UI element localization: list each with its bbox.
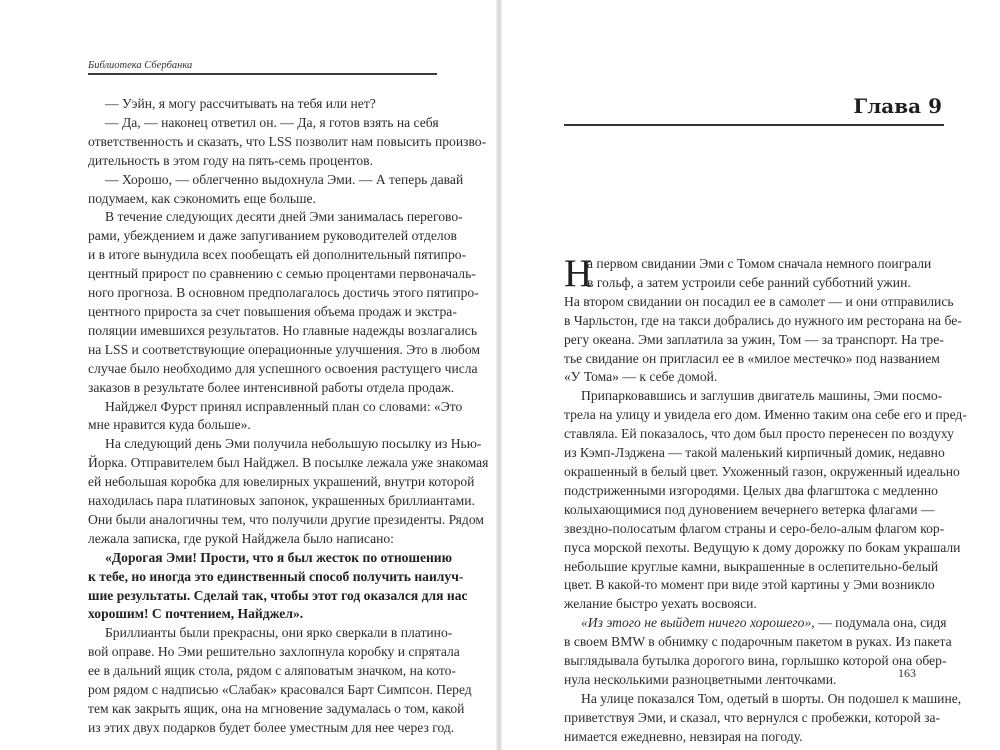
text-line: Припарковавшись и заглушив двигатель машины, Эми посмо- <box>581 388 943 404</box>
text-line: трела на улицу и увидела его дом. Именно таким она себе его и пред- <box>564 407 967 423</box>
text-line: поляции имевшихся результатов. Но главные надежды возлагались <box>88 322 478 338</box>
text-line: в своем BMW в обнимку с подарочным пакетом в руках. Из пакета <box>564 634 952 650</box>
text-line: ее в дальний ящик стола, рядом с аляповатым значком, на кото- <box>88 663 456 679</box>
drop-cap: Н <box>564 252 593 295</box>
text-line: ей небольшая коробка для ювелирных украшений, внутри которой <box>88 474 475 490</box>
opening-lines <box>564 252 946 295</box>
text-line: дительность в этом году на пять-семь процентов. <box>88 152 373 168</box>
paragraph <box>88 171 464 209</box>
text-line: Бриллианты были прекрасны, они ярко сверкали в платино- <box>105 625 453 641</box>
text-line: В течение следующих десяти дней Эми занималась перегово- <box>105 209 463 225</box>
text-line: желание быстро уехать восвояси. <box>564 596 757 612</box>
text-line: цвет. В какой-то момент при виде этой картины у Эми возникло <box>564 577 935 593</box>
page-number: 163 <box>898 666 916 680</box>
text-line: пуса морской пехоты. Ведущую к дому дорожку по бокам украшали <box>564 539 961 555</box>
text-line: окрашенный в белый цвет. Ухоженный газон, окруженный идеально <box>564 463 960 479</box>
text-line: тье свидание он пригласил ее в «милое местечко» под названием <box>564 350 940 366</box>
text-line: подстриженными изгородями. Целых два флагштока с медленно <box>564 482 938 498</box>
text-line: вой оправе. Но Эми решительно захлопнула коробку и спрятала <box>88 644 460 660</box>
left-page-body <box>88 95 489 738</box>
text-line: Йорка. Отправителем был Найджел. В посылке лежала уже знакомая <box>88 455 489 471</box>
text-line <box>564 614 946 633</box>
text-line: центного прироста за счет повышения объема продаж и экстра- <box>88 303 457 319</box>
text-line: а первом свидании Эми с Томом сначала немного поиграли <box>587 256 932 271</box>
text-line: ответственность и сказать, что LSS позволит нам повысить произво- <box>88 133 487 149</box>
text-line: нимается ежедневно, невзирая на погоду. <box>564 728 803 744</box>
left-page <box>0 0 496 750</box>
text-line: На втором свидании он посадил ее в самолет — и они отправились <box>564 293 954 309</box>
text-line: в Чарльстон, где на такси добрались до нужного им ресторана на бе- <box>564 312 962 328</box>
text-line: из этих двух подарков будет более уместным для нее через год. <box>88 719 455 735</box>
text-line: к тебе, но иногда это единственный способ получить наилуч- <box>88 568 464 584</box>
text-line: приветствуя Эми, и сказал, что вернулся с пробежки, которой за- <box>564 709 941 725</box>
text-line: из Кэмп-Лэджена — такой маленький кирпичный домик, недавно <box>564 445 945 461</box>
text-line: «У Тома» — к себе домой. <box>564 369 718 385</box>
right-page <box>502 0 1000 750</box>
paragraph <box>88 624 472 737</box>
paragraph <box>88 398 463 436</box>
text-line: На улице показался Том, одетый в шорты. Он подошел к машине, <box>581 690 962 706</box>
text-line: шие результаты. Сделай так, чтобы этот год оказался для нас <box>88 587 468 603</box>
paragraph <box>564 293 962 388</box>
text-line: — Да, — наконец ответил он. — Да, я готов взять на себя <box>105 114 439 130</box>
right-page-body <box>564 252 967 747</box>
text-line: ставляла. Ей показалось, что дом был просто перенесен по воздуху <box>564 426 954 442</box>
text-line: звездно-полосатым флагом страны и серо-бело-алым флагом кор- <box>564 520 945 536</box>
text-line: тем как закрыть ящик, она на мгновение задумалась о том, какой <box>88 701 465 716</box>
text-line: Найджел Фурст принял исправленный план со словами: «Это <box>105 398 463 414</box>
header-rule <box>88 73 437 75</box>
text-line: «Дорогая Эми! Прости, что я был жесток по отношению <box>105 549 453 565</box>
text-line: заказов в результате более интенсивной работы отдела продаж. <box>88 379 455 395</box>
text-line: рами, убеждением и даже запугиванием руководителей отделов <box>88 228 457 244</box>
text-line: случае было необходимо для успешного освоения растущего числа <box>88 360 478 376</box>
paragraph <box>564 387 967 614</box>
text-line: выглядывала бутылка дорогого вина, горлышко которой она обер- <box>564 653 947 669</box>
text-line: Они были аналогичны тем, что получили другие президенты. Рядом <box>88 511 484 527</box>
note-quote <box>88 549 468 625</box>
paragraph <box>88 208 480 397</box>
text-line: ром рядом с надписью «Слабак» красовался Барт Симпсон. Перед <box>88 682 472 698</box>
paragraph <box>88 114 487 171</box>
text-line: подумаем, как сэкономить еще больше. <box>88 190 316 206</box>
text-line: — Хорошо, — облегченно выдохнула Эми. — А теперь давай <box>105 171 464 187</box>
text-line: регу океана. Эми заплатила за ужин, Том — за транспорт. На тре- <box>564 331 944 347</box>
text-line: находилась пара платиновых запонок, украшенных бриллиантами. <box>88 493 475 509</box>
text-line: На следующий день Эми получила небольшую посылку из Нью- <box>105 436 482 452</box>
text-line: колыхающимися под дуновением вечернего ветерка флагами — <box>564 501 935 517</box>
text-line: мне нравится куда больше». <box>88 417 251 433</box>
chapter-title: Глава 9 <box>853 94 942 118</box>
text-line: небольшие круглые камни, выкрашенные в ослепительно-белый <box>564 558 939 574</box>
text-line: на LSS и соответствующие операционные улучшения. Это в любом <box>88 341 480 357</box>
paragraph <box>564 690 962 747</box>
text-line: в гольф, а затем устроили себе ранний субботний ужин. <box>587 274 911 290</box>
text-line: ного прогноза. В основном предполагалось достичь этого пятипро- <box>88 285 479 301</box>
text-line: центный прирост по сравнению с семью процентами первоначаль- <box>88 266 476 282</box>
paragraph <box>564 614 952 690</box>
paragraph <box>88 95 438 114</box>
text-line: и в итоге вынудила всех пообещать ей дополнительный пятипро- <box>88 247 467 263</box>
text-line: нула несколькими разноцветными ленточками. <box>564 671 837 687</box>
chapter-rule <box>564 124 944 126</box>
italic-quote: «Из этого не выйдет ничего хорошего» <box>581 615 812 631</box>
text-line: — Уэйн, я могу рассчитывать на тебя или нет? <box>105 96 376 111</box>
text-run: , — подумала она, сидя <box>811 615 947 631</box>
paragraph <box>88 435 489 548</box>
running-head: Библиотека Сбербанка <box>88 60 193 71</box>
text-line: хорошим! С почтением, Найджел». <box>88 606 304 622</box>
text-line: лежала записка, где рукой Найджела было написано: <box>88 530 394 546</box>
